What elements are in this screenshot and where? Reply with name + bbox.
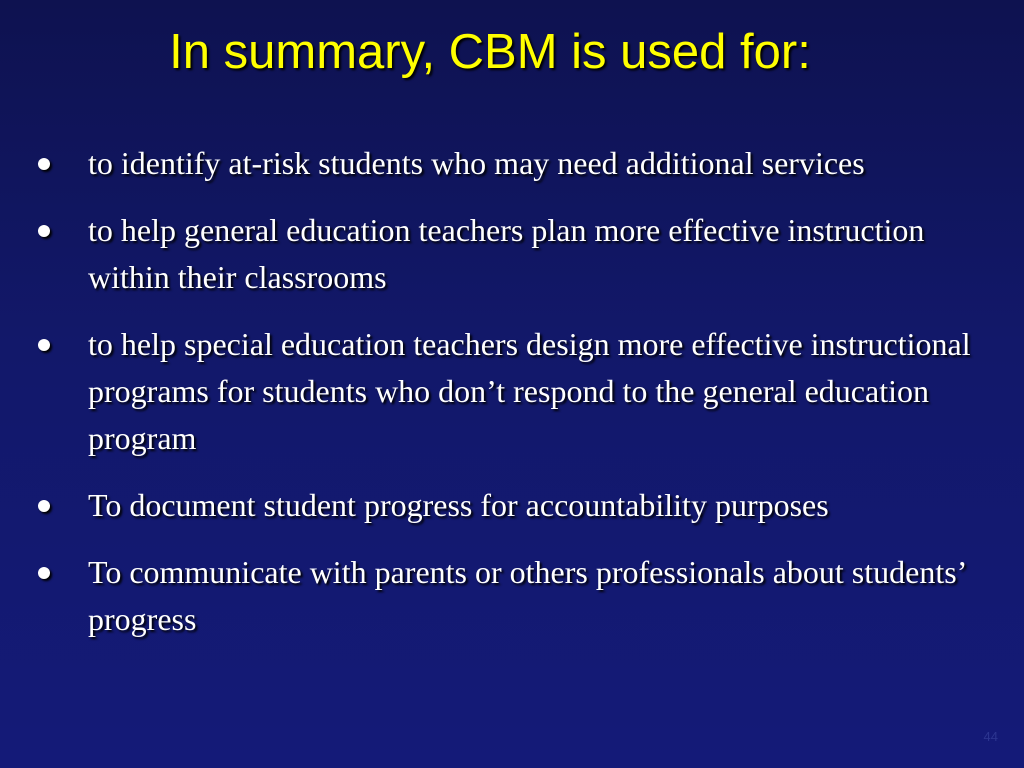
- slide-number: 44: [983, 729, 998, 744]
- bullet-text: to help special education teachers design more effective instructional programs for students who don’t respond to the general education program: [88, 326, 971, 456]
- bullet-text: To communicate with parents or others professionals about students’ progress: [88, 554, 965, 637]
- bullet-text: to help general education teachers plan more effective instruction within their classrooms: [88, 212, 925, 295]
- list-item: [0, 140, 1024, 187]
- list-item: [0, 207, 1024, 301]
- bullet-dot-icon: [38, 567, 50, 579]
- bullet-dot-icon: [38, 158, 50, 170]
- bullet-text: To document student progress for accountability purposes: [88, 487, 829, 523]
- list-item: [0, 549, 1024, 643]
- bullet-dot-icon: [38, 339, 50, 351]
- bullet-dot-icon: [38, 225, 50, 237]
- list-item: [0, 482, 1024, 529]
- bullet-list: [0, 140, 1024, 663]
- slide-title: In summary, CBM is used for:: [169, 25, 811, 79]
- bullet-dot-icon: [38, 500, 50, 512]
- list-item: [0, 321, 1024, 462]
- bullet-text: to identify at-risk students who may need additional services: [88, 145, 865, 181]
